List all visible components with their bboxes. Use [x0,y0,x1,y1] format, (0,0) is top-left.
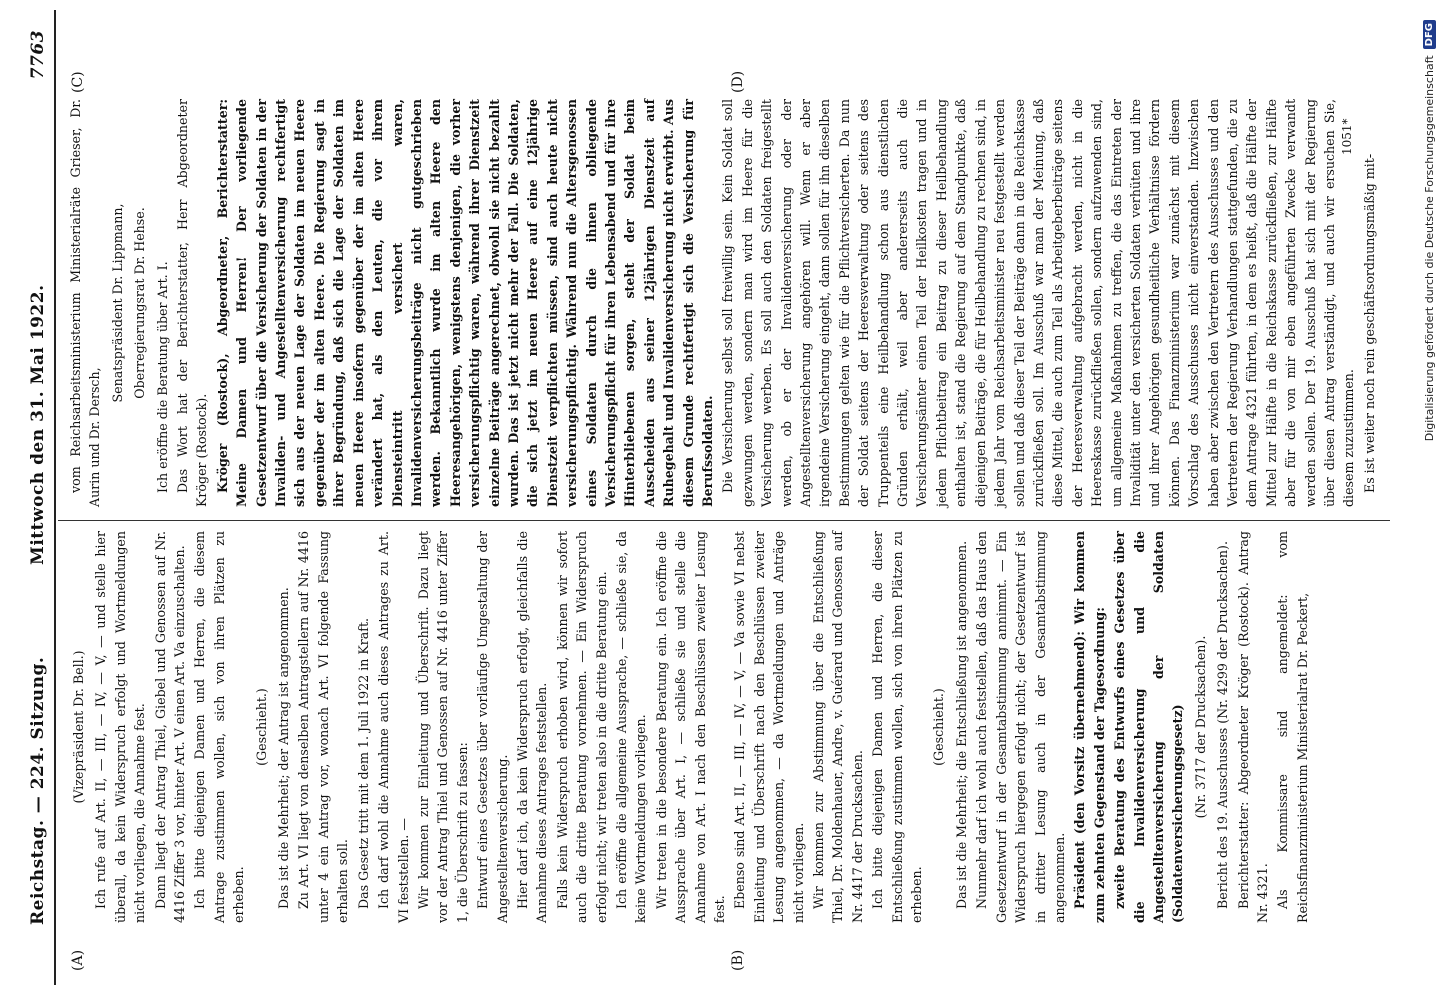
credit-text: Digitalisierung gefördert durch die Deutsche Forschungsgemeinschaft [1422,55,1436,442]
paragraph: Ich darf wohl die Annahme auch dieses Antrages zu Art. VI feststellen. — [376,531,411,923]
paragraph: (Geschieht.) [253,688,269,766]
paragraph: vom Reichsarbeitsministerium Ministerialräte Grieser, Dr. Aurin und Dr. Dersch, [68,99,103,507]
paragraph: Die Versicherung selbst soll freiwillig sein. Kein Soldat soll gezwungen werden, sondern man wird im Heere für die Versicherung werben. Es soll auch den Soldaten freigestellt werden, ob er der Invalidenversicherung oder der Angestelltenversicherung angehören will. Wenn er aber irgendeine Versicherung eingeht, dann sollen für ihn dieselben Bestimmungen gelten wie für die Pflichtversicherten. Da nun der Soldat seitens der Heeresverwaltung oder seitens des Truppenteils eine Heilbehandlung schon aus dienstlichen Gründen erhält, weil aber andererseits auch die Versicherungsämter einen Teil der Heilkosten tragen und in jedem Pflichtbeitrag ein Beitrag zu dieser Heilbehandlung enthalten ist, stand die Regierung auf dem Standpunkte, daß diejenigen Beiträge, die für Heilbehandlung zu rechnen sind, in jedem Jahr vom Reichsarbeitsminister neu festgestellt werden sollen und daß dieser Teil der Beiträge dann in die Reichskasse zurückfließen soll. Im Ausschuß war man der Meinung, daß diese Mittel, die auch zum Teil als Arbeitgeberbeiträge seitens der Heeresverwaltung aufgebracht werden, nicht in die Heereskasse zurückfließen sollen, sondern aufzuwenden sind, um allgemeine Maßnahmen zu treffen, die das Eintreten der Invalidität unter den versicherten Soldaten verhüten und ihre und ihrer Angehörigen gesundheitliche Verhältnisse fördern können. Das Finanzministerium war zunächst mit diesem Vorschlag des Ausschusses nicht einverstanden. Inzwischen haben aber zwischen den Vertretern des Ausschusses und den Vertretern der Regierung Verhandlungen stattgefunden, die zu dem Antrage 4321 führten, in dem es heißt, daß die Hälfte der Mittel zur Hälfte in die Reichskasse zurückfließen, zur Hälfte aber für die von mir eben angeführten Zwecke verwandt werden sollen. Der 19. Ausschuß hat sich mit der Regierung über diesen Antrag verständigt, und auch wir ersuchen Sie, diesem zuzustimmen. [720,99,1357,507]
column-divider [58,520,1390,521]
paragraph: Ich bitte diejenigen Damen und Herren, die diesem Antrage zustimmen wollen, sich von ihren Plätzen zu erheben. [192,531,247,923]
paragraph: Ich bitte diejenigen Damen und Herren, die dieser Entschließung zustimmen wollen, sich von ihren Plätzen zu erheben. [870,531,925,923]
paragraph: Hier darf ich, da kein Widerspruch erfolgt, gleichfalls die Annahme dieses Antrages feststellen. [514,531,550,923]
paragraph: Bericht des 19. Ausschusses (Nr. 4299 der Drucksachen). [1215,541,1231,909]
margin-letter-c: (C) [70,71,86,93]
dfg-logo: DFG [1423,20,1436,49]
margin-letter-b: (B) [730,949,746,971]
paragraph: Präsident (den Vorsitz übernehmend): Wir kommen zum zehnten Gegenstand der Tagesordnung: [1072,531,1107,923]
header-rule [54,10,56,985]
paragraph: Ebenso sind Art. II, — III, — IV, — V, — Va sowie VI nebst Einleitung und Überschrift nach den Beschlüssen zweiter Lesung angenommen, — da Wortmeldungen und Anträge nicht vorliegen. [732,531,806,923]
paragraph: Nunmehr darf ich wohl auch feststellen, daß das Haus den Gesetzentwurf in der Gesamtabstimmung annimmt. — Ein Widerspruch hiergegen erfolgt nicht; der Gesetzentwurf ist in dritter Lesung auch in der Gesamtabstimmung angenommen. [974,531,1067,923]
paragraph: Kröger (Rostock), Abgeordneter, Berichterstatter: Meine Damen und Herren! Der vorliegende Gesetzentwurf über die Versicherung der Soldaten in der Invaliden- und Angestelltenversicherung rechtfertigt sich aus der neuen Lage der Soldaten im neuen Heere gegenüber der im alten Heere. Die Regierung sagt in ihrer Begründung, daß sich die Lage der Soldaten im neuen Heere insofern gegenüber der im alten Heere verändert hat, als den Leuten, die vor ihrem Diensteintritt versichert waren, Invalidenversicherungsbeiträge nicht gutgeschrieben werden. Bekanntlich wurde im alten Heere den Heeresangehörigen, wenigstens denjenigen, die vorher versicherungspflichtig waren, während ihrer Dienstzeit einzelne Beiträge angerechnet, obwohl sie nicht bezahlt wurden. Das ist jetzt nicht mehr der Fall. Die Soldaten, die sich jetzt im neuen Heere auf eine 12jährige Dienstzeit verpflichten müssen, sind auch heute nicht versicherungspflichtig. Während nun die Altersgenossen eines Soldaten durch die ihnen obliegende Versicherungspflicht für ihren Lebensabend und für ihre Hinterbliebenen sorgen, steht der Soldat beim Ausscheiden aus seiner 12jährigen Dienstzeit auf Ruhegehalt und Invalidenversicherung nicht erwirbt. Aus diesem Grunde rechtfertigt sich die Versicherung für Berufssoldaten. [214,99,715,507]
paragraph: (Vizepräsident Dr. Bell.) [71,650,86,804]
left-column [66,531,1313,923]
margin-letter-a: (A) [70,949,86,971]
paragraph: Das Wort hat der Berichterstatter, Herr Abgeordneter Kröger (Rostock). [175,99,210,507]
paragraph: Das ist die Mehrheit; der Antrag ist angenommen. [276,587,292,909]
paragraph: Es ist weiter noch rein geschäftsordnungsmäßig mit- [1361,153,1377,493]
paragraph: Ich rufe auf Art. II, — III, — IV, — V, — und stelle hier überall, da kein Widerspruch erfolgt und Wortmeldungen nicht vorliegen, die Annahme fest. [93,531,148,923]
header-middle: Mittwoch den 31. Mai 1922. [28,284,48,565]
paragraph: Senatspräsident Dr. Lippmann, [109,203,125,403]
paragraph: Wir treten in die besondere Beratung ein. Ich eröffne die Aussprache über Art. I, — schließe sie und stelle die Annahme von Art. I nach den Beschlüssen zweiter Lesung fest. [653,531,727,923]
rotated-document-page [10,10,1410,985]
paragraph: Wir kommen zur Einleitung und Überschrift. Dazu liegt vor der Antrag Thiel und Genossen auf Nr. 4416 unter Ziffer 1, die Überschrift zu fassen: [415,531,470,923]
page-number: 7763 [28,30,48,80]
paragraph: zweite Beratung des Entwurfs eines Gesetzes über die Invalidenversicherung und die Angestelltenversicherung der Soldaten (Soldatenversicherungsgesetz) [1112,531,1186,923]
paragraph: Das Gesetz tritt mit dem 1. Juli 1922 in Kraft. [355,617,371,909]
right-column [66,99,1380,507]
footer-number: 1051* [1340,118,1354,155]
paragraph: Als Kommissare sind angemeldet: vom Reichsfinanzministerium Ministerialrat Dr. Peckert, [1275,531,1310,923]
header-left: Reichstag. — 224. Sitzung. [28,656,48,925]
margin-letter-d: (D) [730,70,746,93]
paragraph: Dann liegt der Antrag Thiel, Giebel und Genossen auf Nr. 4416 Ziffer 3 vor, hinter Art. V einen Art. Va einzuschalten. [152,531,188,923]
paragraph: Entwurf eines Gesetzes über vorläufige Umgestaltung der Angestelltenversicherung. [475,531,510,923]
paragraph: (Geschieht.) [931,688,947,766]
digitization-credit [1402,20,1436,980]
paragraph: Oberregierungsrat Dr. Hehse. [132,207,148,399]
paragraph: Das ist die Mehrheit; die Entschließung ist angenommen. [953,540,969,909]
paragraph: (Nr. 3717 der Drucksachen). [1192,635,1208,819]
paragraph: Falls kein Widerspruch erhoben wird, können wir sofort auch die dritte Beratung vornehmen. — Ein Widerspruch erfolgt nicht; wir treten also in die dritte Beratung ein. [554,531,609,923]
paragraph: Zu Art. VI liegt von denselben Antragstellern auf Nr. 4416 unter 4 ein Antrag vor, wonach Art. VI folgende Fassung erhalten soll. [296,531,351,923]
paragraph: Wir kommen zur Abstimmung über die Entschließung Thiel, Dr. Moldenhauer, Andre, v. Guérard und Genossen auf Nr. 4417 der Drucksachen. [811,531,865,923]
paragraph: Ich eröffne die Beratung über Art. I. [154,261,170,493]
paragraph: Berichterstatter: Abgeordneter Kröger (Rostock). Antrag Nr. 4321. [1235,531,1270,923]
paragraph: Ich eröffne die allgemeine Aussprache, — schließe sie, da keine Wortmeldungen vorliegen. [613,531,649,923]
